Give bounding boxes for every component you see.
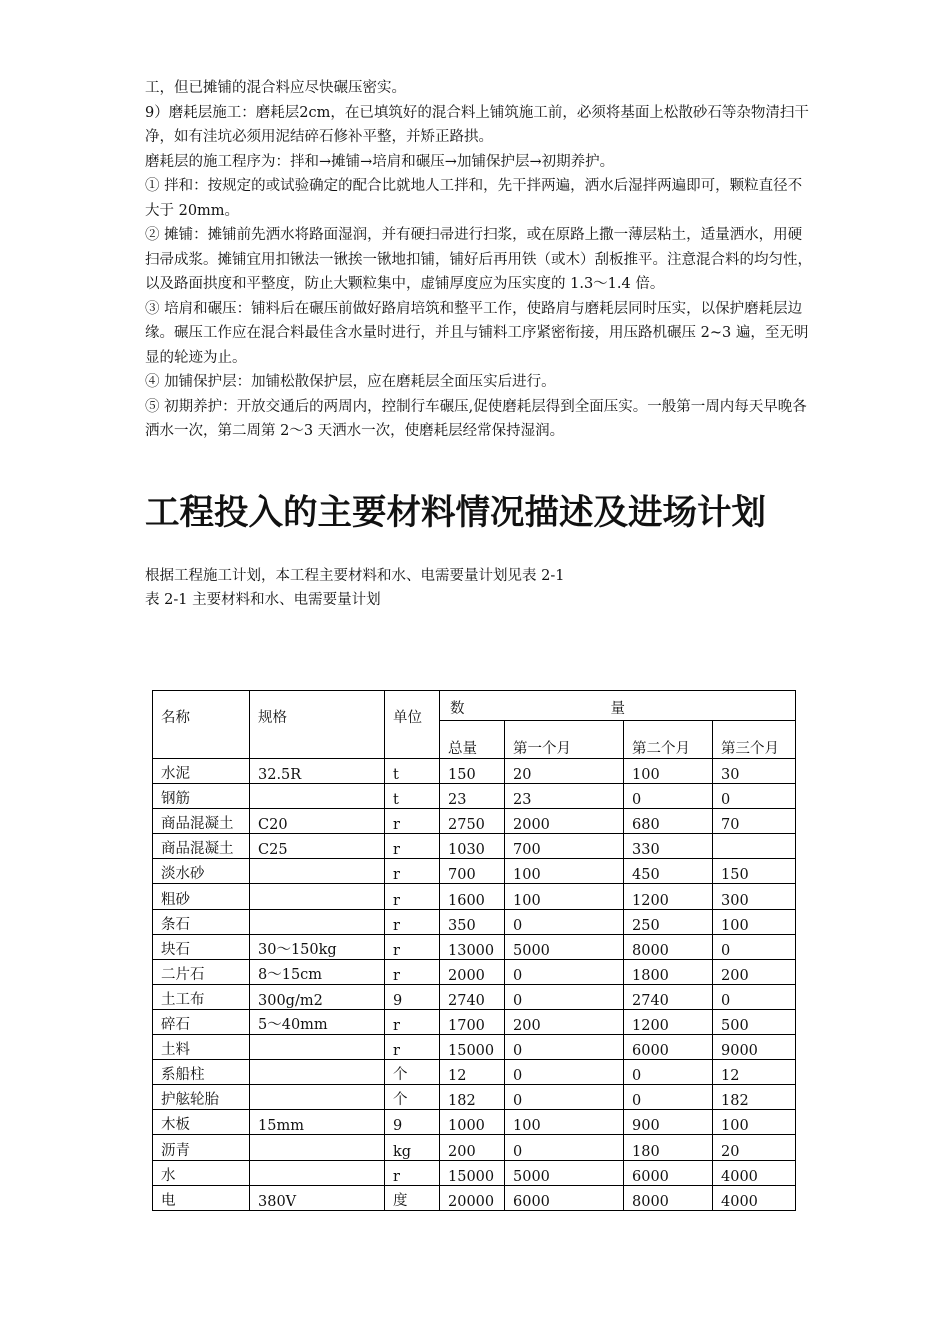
cell-spec (250, 859, 385, 884)
cell-name: 钢筋 (153, 784, 250, 809)
materials-table (152, 690, 796, 1211)
table-row (153, 934, 796, 959)
cell-month3: 200 (713, 959, 796, 984)
cell-unit: r (385, 809, 440, 834)
cell-month3: 9000 (713, 1035, 796, 1060)
cell-month3: 0 (713, 784, 796, 809)
cell-unit: 度 (385, 1185, 440, 1210)
table-row (153, 809, 796, 834)
cell-total: 700 (440, 859, 505, 884)
cell-month3: 12 (713, 1060, 796, 1085)
header-unit (385, 691, 440, 759)
cell-total: 2750 (440, 809, 505, 834)
cell-month1: 0 (505, 984, 624, 1009)
cell-month3: 500 (713, 1009, 796, 1034)
cell-month2: 6000 (624, 1035, 713, 1060)
cell-name: 土料 (153, 1035, 250, 1060)
cell-month1: 0 (505, 1060, 624, 1085)
cell-name: 条石 (153, 909, 250, 934)
cell-total: 1700 (440, 1009, 505, 1034)
cell-month2: 900 (624, 1110, 713, 1135)
cell-month1: 100 (505, 1110, 624, 1135)
cell-month3: 4000 (713, 1160, 796, 1185)
header-name (153, 691, 250, 759)
cell-month1: 100 (505, 884, 624, 909)
table-row (153, 984, 796, 1009)
cell-total: 2000 (440, 959, 505, 984)
cell-spec: 5～40mm (250, 1009, 385, 1034)
cell-month1: 6000 (505, 1185, 624, 1210)
cell-unit: r (385, 1035, 440, 1060)
table-row (153, 1110, 796, 1135)
cell-name: 土工布 (153, 984, 250, 1009)
table-row (153, 859, 796, 884)
cell-month2: 1200 (624, 1009, 713, 1034)
cell-month3 (713, 834, 796, 859)
table-caption: 表 2-1 主要材料和水、电需要量计划 (145, 592, 381, 608)
cell-name: 粗砂 (153, 884, 250, 909)
cell-month3: 20 (713, 1135, 796, 1160)
table-row (153, 884, 796, 909)
paragraph-list (145, 76, 815, 444)
cell-unit: r (385, 934, 440, 959)
table-row (153, 784, 796, 809)
cell-month2: 1200 (624, 884, 713, 909)
cell-month3: 100 (713, 1110, 796, 1135)
cell-total: 23 (440, 784, 505, 809)
cell-month2: 1800 (624, 959, 713, 984)
table-row (153, 1160, 796, 1185)
cell-month2: 2740 (624, 984, 713, 1009)
header-name-label: 名称 (161, 710, 190, 726)
cell-spec: 8～15cm (250, 959, 385, 984)
table-row (153, 1060, 796, 1085)
header-unit-label: 单位 (393, 710, 422, 726)
quantity-heading (450, 691, 795, 718)
paragraph: 9）磨耗层施工：磨耗层2cm，在已填筑好的混合料上铺筑施工前，必须将基面上松散砂石等杂物清扫干净，如有洼坑必须用泥结碎石修补平整，并矫正路拱。 (145, 104, 809, 145)
cell-month1: 200 (505, 1009, 624, 1034)
table-row (153, 1085, 796, 1110)
cell-month1: 0 (505, 1135, 624, 1160)
cell-month3: 70 (713, 809, 796, 834)
cell-month1: 700 (505, 834, 624, 859)
cell-unit: t (385, 759, 440, 784)
cell-spec: 300g/m2 (250, 984, 385, 1009)
cell-month3: 182 (713, 1085, 796, 1110)
cell-unit: 个 (385, 1060, 440, 1085)
cell-month3: 30 (713, 759, 796, 784)
cell-month3: 0 (713, 934, 796, 959)
paragraph: ④ 加铺保护层：加铺松散保护层，应在磨耗层全面压实后进行。 (145, 374, 556, 390)
paragraph: 工，但已摊铺的混合料应尽快碾压密实。 (145, 80, 406, 96)
cell-total: 20000 (440, 1185, 505, 1210)
cell-spec (250, 1160, 385, 1185)
cell-month2: 680 (624, 809, 713, 834)
cell-spec: C20 (250, 809, 385, 834)
header-spec (250, 691, 385, 759)
cell-name: 淡水砂 (153, 859, 250, 884)
intro-text: 根据工程施工计划，本工程主要材料和水、电需要量计划见表 2-1 (145, 567, 565, 584)
cell-month1: 5000 (505, 934, 624, 959)
cell-month1: 0 (505, 959, 624, 984)
cell-spec (250, 784, 385, 809)
cell-name: 系船柱 (153, 1060, 250, 1085)
cell-month3: 150 (713, 859, 796, 884)
cell-month1: 2000 (505, 809, 624, 834)
cell-unit: r (385, 909, 440, 934)
cell-total: 12 (440, 1060, 505, 1085)
cell-name: 电 (153, 1185, 250, 1210)
table-row (153, 1035, 796, 1060)
cell-spec: 15mm (250, 1110, 385, 1135)
cell-month3: 300 (713, 884, 796, 909)
cell-total: 200 (440, 1135, 505, 1160)
cell-unit: 9 (385, 984, 440, 1009)
cell-month2: 8000 (624, 934, 713, 959)
paragraph: ⑤ 初期养护：开放交通后的两周内，控制行车碾压,促使磨耗层得到全面压实。一般第一周内每天早晚各洒水一次，第二周第 2～3 天洒水一次，使磨耗层经常保持湿润。 (145, 398, 807, 439)
cell-unit: r (385, 1009, 440, 1034)
cell-total: 15000 (440, 1160, 505, 1185)
table-header-row (153, 691, 796, 721)
cell-spec (250, 1060, 385, 1085)
cell-total: 15000 (440, 1035, 505, 1060)
cell-spec: C25 (250, 834, 385, 859)
cell-unit: r (385, 959, 440, 984)
cell-spec (250, 884, 385, 909)
cell-name: 木板 (153, 1110, 250, 1135)
cell-spec: 30～150kg (250, 934, 385, 959)
cell-spec: 380V (250, 1185, 385, 1210)
quantity-label-right: 量 (610, 701, 625, 717)
cell-name: 碎石 (153, 1009, 250, 1034)
table-row (153, 1185, 796, 1210)
cell-month3: 4000 (713, 1185, 796, 1210)
paragraph: ② 摊铺：摊铺前先洒水将路面湿润，并有硬扫帚进行扫浆，或在原路上撒一薄层粘土，适量洒水，用硬扫帚成浆。摊铺宜用扣锹法一锹挨一锹地扣铺，铺好后再用铁（或木）刮板推平。注意混合料的均匀性，以及路面拱度和平整度，防止大颗粒集中，虚铺厚度应为压实度的 1.3～1.4 倍。 (145, 227, 812, 292)
section-heading: 工程投入的主要材料情况描述及进场计划 (145, 492, 766, 533)
cell-name: 二片石 (153, 959, 250, 984)
cell-name: 沥青 (153, 1135, 250, 1160)
cell-month1: 23 (505, 784, 624, 809)
cell-unit: r (385, 834, 440, 859)
cell-total: 2740 (440, 984, 505, 1009)
cell-spec: 32.5R (250, 759, 385, 784)
quantity-label-left: 数 (450, 701, 465, 717)
cell-total: 182 (440, 1085, 505, 1110)
cell-name: 护舷轮胎 (153, 1085, 250, 1110)
cell-name: 商品混凝土 (153, 834, 250, 859)
table-row (153, 1009, 796, 1034)
header-total: 总量 (440, 721, 505, 759)
table-row (153, 834, 796, 859)
cell-month2: 250 (624, 909, 713, 934)
paragraph: ① 拌和：按规定的或试验确定的配合比就地人工拌和，先干拌两遍，洒水后湿拌两遍即可，颗粒直径不大于 20mm。 (145, 178, 803, 219)
cell-name: 块石 (153, 934, 250, 959)
cell-month2: 6000 (624, 1160, 713, 1185)
cell-month2: 100 (624, 759, 713, 784)
cell-month1: 100 (505, 859, 624, 884)
cell-month2: 8000 (624, 1185, 713, 1210)
header-month2: 第二个月 (624, 721, 713, 759)
cell-name: 水泥 (153, 759, 250, 784)
cell-month1: 5000 (505, 1160, 624, 1185)
cell-month3: 0 (713, 984, 796, 1009)
cell-spec (250, 1035, 385, 1060)
cell-month3: 100 (713, 909, 796, 934)
table-body (153, 691, 796, 1211)
cell-total: 350 (440, 909, 505, 934)
cell-spec (250, 1085, 385, 1110)
cell-month2: 180 (624, 1135, 713, 1160)
cell-spec (250, 1135, 385, 1160)
header-month3: 第三个月 (713, 721, 796, 759)
cell-month1: 0 (505, 909, 624, 934)
cell-unit: r (385, 859, 440, 884)
paragraph: 磨耗层的施工程序为：拌和→摊铺→培肩和碾压→加铺保护层→初期养护。 (145, 153, 615, 170)
header-month1: 第一个月 (505, 721, 624, 759)
cell-unit: 个 (385, 1085, 440, 1110)
cell-total: 13000 (440, 934, 505, 959)
cell-unit: 9 (385, 1110, 440, 1135)
cell-month1: 0 (505, 1035, 624, 1060)
header-quantity (440, 691, 796, 721)
cell-unit: r (385, 1160, 440, 1185)
cell-month2: 0 (624, 784, 713, 809)
cell-month1: 20 (505, 759, 624, 784)
cell-month1: 0 (505, 1085, 624, 1110)
cell-month2: 450 (624, 859, 713, 884)
cell-unit: kg (385, 1135, 440, 1160)
cell-name: 商品混凝土 (153, 809, 250, 834)
table-row (153, 959, 796, 984)
table-row (153, 1135, 796, 1160)
cell-month2: 330 (624, 834, 713, 859)
table-row (153, 759, 796, 784)
cell-month2: 0 (624, 1060, 713, 1085)
cell-total: 150 (440, 759, 505, 784)
table-row (153, 909, 796, 934)
paragraph: ③ 培肩和碾压：铺料后在碾压前做好路肩培筑和整平工作，使路肩与磨耗层同时压实，以保护磨耗层边缘。碾压工作应在混合料最佳含水量时进行，并且与铺料工序紧密衔接，用压路机碾压 2~3 遍，至无明显的轮迹为止。 (145, 300, 809, 366)
cell-name: 水 (153, 1160, 250, 1185)
cell-spec (250, 909, 385, 934)
document-body (145, 76, 815, 612)
cell-total: 1030 (440, 834, 505, 859)
cell-total: 1600 (440, 884, 505, 909)
header-spec-label: 规格 (258, 710, 287, 726)
cell-unit: t (385, 784, 440, 809)
cell-month2: 0 (624, 1085, 713, 1110)
cell-total: 1000 (440, 1110, 505, 1135)
cell-unit: r (385, 884, 440, 909)
